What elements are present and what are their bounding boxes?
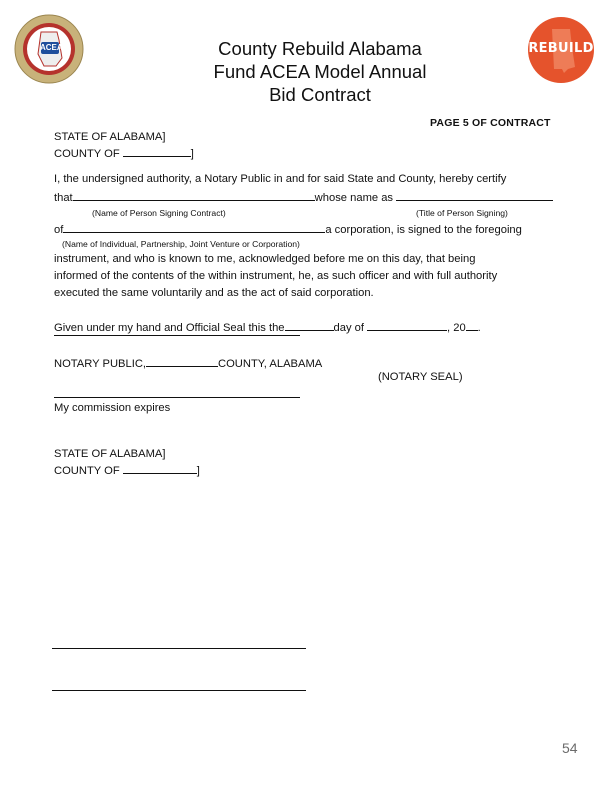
caption-entity: (Name of Individual, Partnership, Joint Venture or Corporation) [62,239,300,249]
rebuild-alabama-logo [528,17,594,83]
page-number: 54 [562,740,578,756]
of-prefix: of [54,224,64,236]
month-blank[interactable] [367,319,447,331]
year-blank[interactable] [466,319,478,331]
signature-line-1[interactable] [52,648,306,649]
certify-para-line-2: informed of the contents of the within instrument, he, as such officer and with full authority [54,270,498,282]
signature-line-2[interactable] [52,690,306,691]
title-line-1: County Rebuild Alabama [218,38,422,59]
given-prefix: Given under my hand and Official Seal this the [54,322,285,334]
county-line-2 [54,462,200,478]
certify-of-line [54,221,522,237]
title-line-3: Bid Contract [269,84,371,105]
title-line-2: Fund ACEA Model Annual [213,61,427,82]
state-line: STATE OF ALABAMA] [54,131,166,143]
county-suffix: ] [190,148,194,160]
acea-seal-logo [14,14,84,84]
given-end: . [477,322,481,334]
given-underline [54,335,300,336]
state-line-2: STATE OF ALABAMA] [54,448,166,460]
day-of-text: day of [333,322,364,334]
notary-line [54,355,322,371]
notary-seal-label: (NOTARY SEAL) [378,371,463,383]
certify-para-line-3: executed the same voluntarily and as the act of said corporation. [54,287,374,299]
page-of-contract-label: PAGE 5 OF CONTRACT [430,117,551,129]
signer-name-blank[interactable] [73,189,315,201]
caption-signer-name: (Name of Person Signing Contract) [92,208,226,218]
county-prefix-2: COUNTY OF [54,465,120,477]
that-prefix: that [54,192,73,204]
county-blank-2[interactable] [123,462,197,474]
caption-signer-title: (Title of Person Signing) [416,208,508,218]
county-line [54,145,194,161]
certify-that-line [54,189,553,205]
county-prefix: COUNTY OF [54,148,120,160]
notary-suffix: COUNTY, ALABAMA [218,358,323,370]
signer-title-blank[interactable] [396,189,553,201]
certify-para-line-1: instrument, and who is known to me, acknowledged before me on this day, that being [54,253,476,265]
given-line [54,319,481,335]
corporation-text: a corporation, is signed to the foregoing [325,224,522,236]
notary-prefix: NOTARY PUBLIC, [54,358,147,370]
county-suffix-2: ] [196,465,200,477]
page-title [200,37,440,106]
notary-county-blank[interactable] [146,355,218,367]
year-prefix: , 20 [447,322,466,334]
seal-acea-text: ACEA [40,43,63,52]
notary-signature-line[interactable] [54,397,300,398]
day-blank[interactable] [285,319,334,331]
corporation-name-blank[interactable] [63,221,325,233]
rebuild-logo-text: REBUILD [528,41,594,56]
commission-expires-label: My commission expires [54,402,171,414]
certify-line-1: I, the undersigned authority, a Notary Public in and for said State and County, hereby certify [54,173,507,185]
county-blank[interactable] [123,145,191,157]
whose-name-text: whose name as [314,192,394,204]
